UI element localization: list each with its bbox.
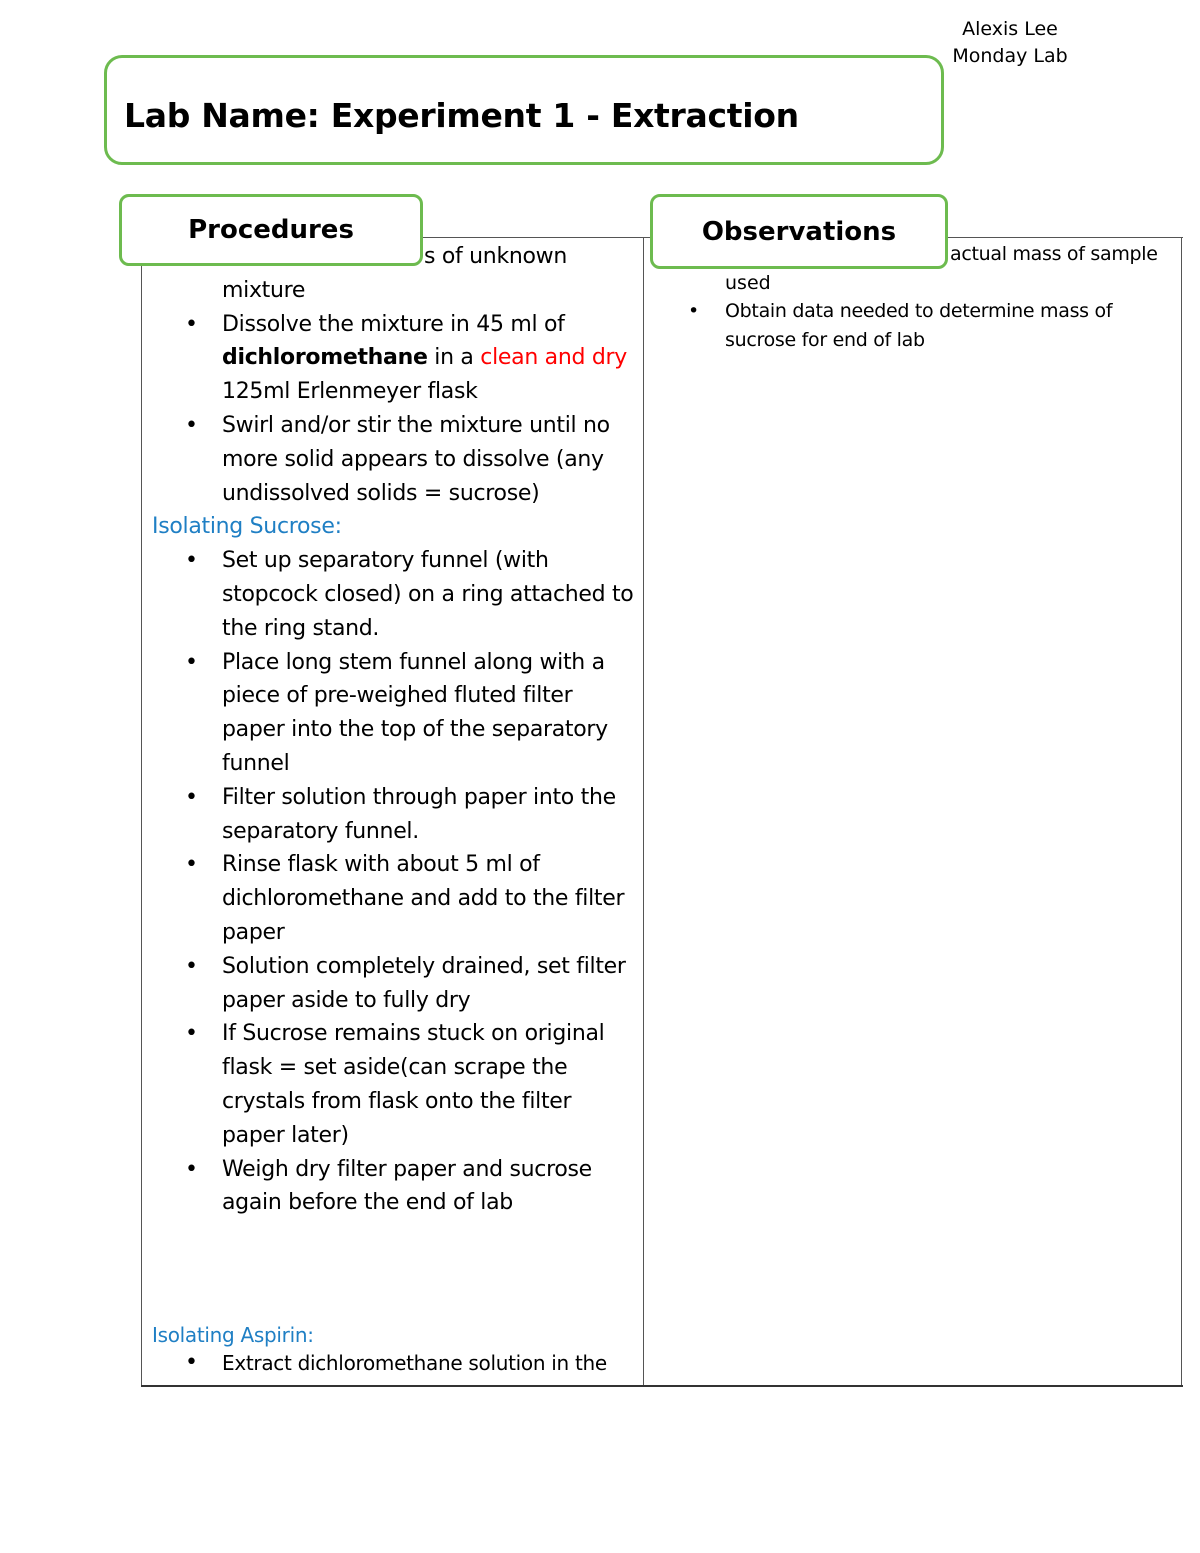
dissolve-text-e: 125ml Erlenmeyer flask <box>222 379 478 405</box>
procedures-cell <box>147 240 639 1382</box>
section-isolating-aspirin: Isolating Aspirin: <box>152 1323 314 1348</box>
list-item: • Solution completely drained, set filter paper aside to fully dry <box>147 950 639 1018</box>
list-item: • Extract dichloromethane solution in the <box>147 1349 639 1377</box>
aspirin-steps-list <box>147 1349 639 1377</box>
observations-label: Observations <box>650 194 948 269</box>
table-column-divider <box>643 238 644 1385</box>
dissolve-text-a: Dissolve the mixture in 45 ml of <box>222 311 565 337</box>
list-item-continuation <box>147 274 639 308</box>
list-item-dissolve <box>147 308 639 409</box>
obs-partial-text-2: used <box>725 271 771 294</box>
table-left-border <box>141 238 142 1385</box>
list-item: • If Sucrose remains stuck on original flask = set aside(can scrape the crystals from flask onto the filter paper later) <box>147 1017 639 1152</box>
list-item: • Set up separatory funnel (with stopcock closed) on a ring attached to the ring stand. <box>147 544 639 645</box>
dissolve-emphasis: clean and dry <box>480 345 627 371</box>
lab-section: Monday Lab <box>952 45 1068 67</box>
list-item: • Filter solution through paper into the separatory funnel. <box>147 781 639 849</box>
obs-partial-text: actual mass of sample <box>950 243 1158 265</box>
list-item: • Obtain data needed to determine mass of sucrose for end of lab <box>648 297 1178 356</box>
observations-cell <box>648 240 1178 1382</box>
spacer <box>147 1220 639 1321</box>
dissolve-solvent: dichloromethane <box>222 345 428 371</box>
procedures-list-intro <box>147 240 639 510</box>
observations-list <box>648 297 1178 356</box>
title-box <box>104 55 944 165</box>
list-item-swirl: • Swirl and/or stir the mixture until no more solid appears to dissolve (any undissolved solids = sucrose) <box>147 409 639 510</box>
section-isolating-sucrose: Isolating Sucrose: <box>152 514 342 540</box>
page-title: Lab Name: Experiment 1 - Extraction <box>124 96 799 135</box>
sucrose-steps-list <box>147 544 639 1220</box>
table-right-border <box>1181 238 1182 1385</box>
author-name: Alexis Lee <box>962 18 1058 40</box>
dissolve-text-c: in a <box>427 345 481 371</box>
list-item: • Rinse flask with about 5 ml of dichloromethane and add to the filter paper <box>147 848 639 949</box>
partial-top-text: mixture <box>222 277 306 303</box>
author-block <box>940 16 1080 70</box>
procedures-label: Procedures <box>119 194 423 266</box>
list-item: • Place long stem funnel along with a piece of pre-weighed fluted filter paper into the top of the separatory funnel <box>147 646 639 781</box>
partial-hidden-text: • s of unknown <box>424 244 568 269</box>
list-item: • Weigh dry filter paper and sucrose again before the end of lab <box>147 1153 639 1221</box>
